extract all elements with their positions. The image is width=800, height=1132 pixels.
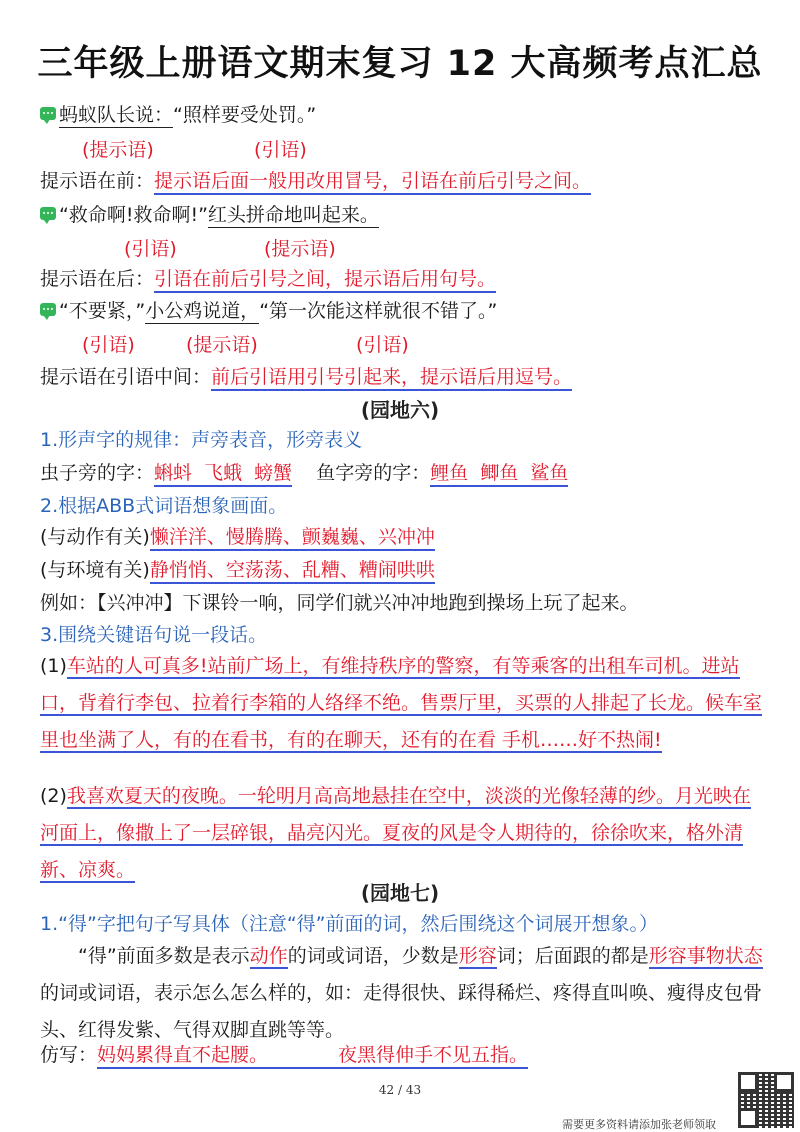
rule-line-1 [40,168,591,194]
text-run: “得”前面多数是表示 [78,945,250,967]
radical-examples [40,460,568,486]
example-sentence-2 [40,202,379,228]
text-run: 的词或词语，表示怎么怎么样的，如：走得很快、踩得稀烂、疼得直叫唤、瘦得皮包骨头、红得发紫、气得双脚直跳等等。 [40,982,763,1041]
example-sentence-3 [40,298,497,324]
qr-code-icon [738,1072,794,1128]
insect-radical-label: 虫子旁的字： [40,462,155,484]
tag-quote: (引语) [356,334,409,356]
abb-action-words: 懒洋洋、慢腾腾、颤巍巍、兴冲冲 [150,526,435,551]
imitation-sentence-1: 妈妈累得直不起腰。 [97,1044,338,1069]
example-sentence: 例如：【兴冲冲】下课铃一响，同学们就兴冲冲地跑到操场上玩了起来。 [40,592,639,614]
text-run: 词；后面跟的都是 [496,945,649,967]
keyword-describe: 形容 [458,945,497,967]
quote-phrase: “救命啊!救命啊!” [59,204,208,226]
section-heading-yuandi7: (园地七) [360,881,440,905]
prompt-phrase: 蚂蚁队长说： [59,104,174,126]
abb-environment-label: (与环境有关) [40,559,150,581]
tag-quote: (引语) [254,139,307,161]
chat-bubble-icon [40,303,56,316]
text-run: 的词或词语，少数是 [287,945,459,967]
point-title-1: 1.形声字的规律：声旁表音，形旁表义 [40,429,363,451]
quote-phrase: “不要紧，” [59,300,146,322]
abb-action-label: (与动作有关) [40,526,150,548]
rule-label: 提示语在后： [40,268,155,290]
tag-prompt: (提示语) [186,334,258,356]
point-title-2: 2.根据ABB式词语想象画面。 [40,495,288,517]
example-sentence-1 [40,102,316,128]
fish-radical-label: 鱼字旁的字： [316,462,431,484]
paragraph-number: (2) [40,785,67,807]
rule-text: 引语在前后引号之间，提示语后用句号。 [154,268,496,293]
imitation-sentence-2: 夜黑得伸手不见五指。 [338,1044,528,1069]
imitation-label: 仿写： [40,1044,98,1066]
quote-phrase: “照样要受处罚。” [173,104,317,126]
tag-prompt: (提示语) [264,238,336,260]
tag-quote: (引语) [82,334,135,356]
rule-label: 提示语在前： [40,170,155,192]
chat-bubble-icon [40,107,56,120]
chat-bubble-icon [40,207,56,220]
footer-note: 需要更多资料请添加张老师领取 [562,1118,716,1131]
keyword-state: 形容事物状态 [648,945,763,967]
abb-environment-words: 静悄悄、空荡荡、乱糟、糟闹哄哄 [150,559,435,584]
insect-radical-words: 蝌蚪 飞蛾 螃蟹 [154,462,292,487]
page-number: 42 / 43 [378,1083,422,1097]
page-title: 三年级上册语文期末复习 12 大高频考点汇总 [37,44,763,84]
prompt-phrase: 红头拼命地叫起来。 [207,204,379,226]
paragraph-text: 我喜欢夏天的夜晚。一轮明月高高地悬挂在空中，淡淡的光像轻薄的纱。月光映在河面上，像撒上了一层碎银，晶亮闪光。夏夜的风是令人期待的，徐徐吹来，格外清新、凉爽。 [40,785,751,881]
section-heading-yuandi6: (园地六) [360,398,440,422]
rule-text: 前后引语用引号引起来，提示语后用逗号。 [211,366,572,391]
paragraph-number: (1) [40,655,67,677]
rule-text: 提示语后面一般用改用冒号，引语在前后引号之间。 [154,170,591,195]
abb-environment-line [40,557,435,583]
quote-phrase: “第一次能这样就很不错了。” [259,300,498,322]
imitation-line [40,1042,528,1068]
keyword-action: 动作 [249,945,288,967]
de-explanation [40,938,764,1049]
point-title-3: 3.围绕关键语句说一段话。 [40,624,268,646]
paragraph-example-1 [40,648,764,759]
tag-quote: (引语) [124,238,177,260]
abb-action-line [40,524,435,550]
rule-line-2 [40,266,496,292]
tag-prompt: (提示语) [82,139,154,161]
rule-label: 提示语在引语中间： [40,366,212,388]
prompt-phrase: 小公鸡说道， [145,300,260,322]
paragraph-example-2 [40,778,764,889]
point-title-de: 1.“得”字把句子写具体（注意“得”前面的词，然后围绕这个词展开想象。） [40,913,659,935]
fish-radical-words: 鲤鱼 鲫鱼 鲨鱼 [430,462,568,487]
rule-line-3 [40,364,572,390]
paragraph-text: 车站的人可真多!站前广场上，有维持秩序的警察，有等乘客的出租车司机。进站口，背着行李包、拉着行李箱的人络绎不绝。售票厅里，买票的人排起了长龙。候车室里也坐满了人，有的在看书，有的在聊天，还有的在看 手机……好不热闹! [40,655,763,751]
